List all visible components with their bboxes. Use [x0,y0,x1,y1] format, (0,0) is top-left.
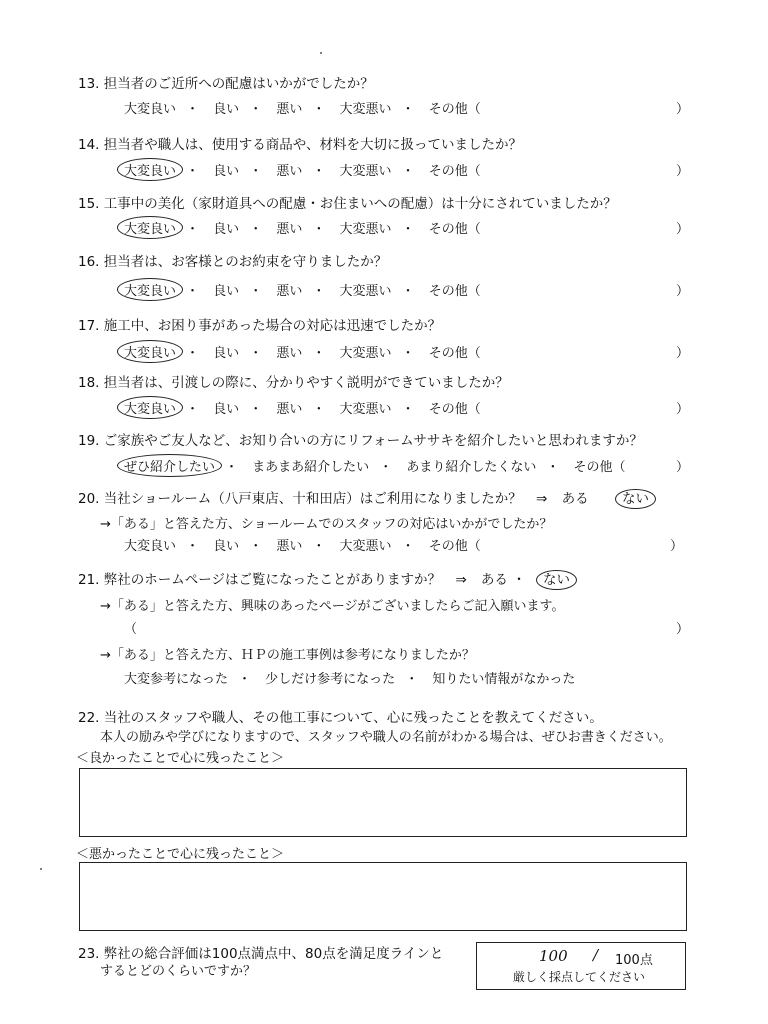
paren-close: ） [676,346,690,361]
option-bad[interactable]: 悪い [276,539,303,554]
option-very-helpful[interactable]: 大変参考になった [124,672,229,687]
option-somewhat-recommend[interactable]: まあまあ紹介したい [252,460,370,475]
option-somewhat-helpful[interactable]: 少しだけ参考になった [265,672,396,687]
option-other[interactable]: その他（ [573,460,626,475]
option-not-recommend[interactable]: あまり紹介したくない [406,460,537,475]
option-very-bad[interactable]: 大変悪い [339,102,392,117]
option-bad[interactable]: 悪い [276,164,303,179]
options-16: 大変良い ・ 良い ・ 悪い ・ 大変悪い ・ その他（ [124,280,481,299]
handwritten-score: 100 [539,947,568,965]
question-17: 17. 施工中、お困り事があった場合の対応は迅速でしたか？ [78,318,442,334]
paren-close: ） [676,460,690,475]
question-16: 16. 担当者は、お客様とのお約束を守りましたか？ [78,254,388,270]
option-very-bad[interactable]: 大変悪い [339,402,392,417]
score-note: 厳しく採点してください [513,970,646,984]
q21-followup-2: →「ある」と答えた方、ＨＰの施工事例は参考になりましたか？ [100,648,475,663]
question-15: 15. 工事中の美化（家財道具への配慮・お住まいへの配慮）は十分にされていましたか？ [78,196,617,212]
option-very-good[interactable]: 大変良い [124,539,177,554]
option-no-info[interactable]: 知りたい情報がなかった [432,672,576,687]
option-good[interactable]: 良い [213,164,240,179]
option-very-good-selected[interactable]: 大変良い [117,340,183,363]
option-other[interactable]: その他（ [428,164,481,179]
option-other[interactable]: その他（ [428,284,481,299]
option-good[interactable]: 良い [213,346,240,361]
question-23-cont: するとどのくらいですか？ [100,964,257,979]
bad-comments-box[interactable] [79,862,687,931]
option-very-good-selected[interactable]: 大変良い [117,396,183,419]
option-bad[interactable]: 悪い [276,402,303,417]
option-very-bad[interactable]: 大変悪い [339,164,392,179]
q21-followup-1: →「ある」と答えた方、興味のあったページがございましたらご記入願います。 [100,599,565,614]
option-other[interactable]: その他（ [428,346,481,361]
paren-open: （ [124,622,138,637]
option-very-bad[interactable]: 大変悪い [339,539,392,554]
option-very-good-selected[interactable]: 大変良い [117,158,183,181]
option-other[interactable]: その他（ [428,402,481,417]
paren-close: ） [676,622,690,637]
option-very-good[interactable]: 大変良い [124,102,177,117]
option-very-good-selected[interactable]: 大変良い [117,216,183,239]
option-definitely-recommend-selected[interactable]: ぜひ紹介したい [117,454,222,477]
paren-close: ） [676,284,690,299]
question-20: 20. 当社ショールーム（八戸東店、十和田店）はご利用になりましたか？ ⇒ ある ない [78,487,649,507]
option-good[interactable]: 良い [213,284,240,299]
option-yes[interactable]: ある [561,491,589,507]
paren-close: ） [676,402,690,417]
options-21: 大変参考になった ・ 少しだけ参考になった ・ 知りたい情報がなかった [124,668,575,687]
question-14: 14. 担当者や職人は、使用する商品や、材料を大切に扱っていましたか？ [78,137,523,153]
option-very-bad[interactable]: 大変悪い [339,284,392,299]
option-no-selected[interactable]: ない [615,489,656,509]
option-other[interactable]: その他（ [428,102,481,117]
options-17: 大変良い ・ 良い ・ 悪い ・ 大変悪い ・ その他（ [124,342,481,361]
option-very-good-selected[interactable]: 大変良い [117,278,183,301]
q20-followup: →「ある」と答えた方、ショールームでのスタッフの対応はいかがでしたか？ [100,517,553,532]
bad-comments-label: ＜悪かったことで心に残ったこと＞ [76,847,285,862]
option-good[interactable]: 良い [213,402,240,417]
option-very-bad[interactable]: 大変悪い [339,346,392,361]
option-yes[interactable]: ある [480,572,508,588]
options-20: 大変良い ・ 良い ・ 悪い ・ 大変悪い ・ その他（ [124,535,481,554]
option-other[interactable]: その他（ [428,539,481,554]
options-19: ぜひ紹介したい ・ まあまあ紹介したい ・ あまり紹介したくない ・ その他（ [124,456,626,475]
question-21: 21. 弊社のホームページはご覧になったことがありますか？ ⇒ ある ・ ない [78,568,570,588]
option-bad[interactable]: 悪い [276,284,303,299]
scan-speck [320,52,322,54]
paren-close: ） [676,102,690,117]
option-other[interactable]: その他（ [428,222,481,237]
good-comments-box[interactable] [79,768,687,837]
option-good[interactable]: 良い [213,539,240,554]
score-box[interactable] [476,942,686,990]
question-13: 13. 担当者のご近所への配慮はいかがでしたか？ [78,76,374,92]
score-max: 100点 [615,953,653,968]
option-very-bad[interactable]: 大変悪い [339,222,392,237]
score-slash: / [593,946,599,964]
options-15: 大変良い ・ 良い ・ 悪い ・ 大変悪い ・ その他（ [124,218,481,237]
paren-close: ） [670,539,684,554]
options-13: 大変良い ・ 良い ・ 悪い ・ 大変悪い ・ その他（ [124,98,481,117]
good-comments-label: ＜良かったことで心に残ったこと＞ [76,751,285,766]
question-18: 18. 担当者は、引渡しの際に、分かりやすく説明ができていましたか？ [78,375,509,391]
option-no-selected[interactable]: ない [536,570,577,590]
option-good[interactable]: 良い [213,102,240,117]
question-22: 22. 当社のスタッフや職人、その他工事について、心に残ったことを教えてください。 [78,710,603,726]
q21-free-text[interactable] [140,616,668,636]
option-bad[interactable]: 悪い [276,346,303,361]
question-22-note: 本人の励みや学びになりますので、スタッフや職人の名前がわかる場合は、ぜひお書きください。 [100,730,672,745]
scan-speck [40,868,42,870]
option-bad[interactable]: 悪い [276,222,303,237]
option-good[interactable]: 良い [213,222,240,237]
paren-close: ） [676,222,690,237]
question-19: 19. ご家族やご友人など、お知り合いの方にリフォームササキを紹介したいと思われますか？ [78,433,643,449]
paren-close: ） [676,164,690,179]
question-23: 23. 弊社の総合評価は100点満点中、80点を満足度ラインと [78,946,444,962]
options-18: 大変良い ・ 良い ・ 悪い ・ 大変悪い ・ その他（ [124,398,481,417]
options-14: 大変良い ・ 良い ・ 悪い ・ 大変悪い ・ その他（ [124,160,481,179]
option-bad[interactable]: 悪い [276,102,303,117]
